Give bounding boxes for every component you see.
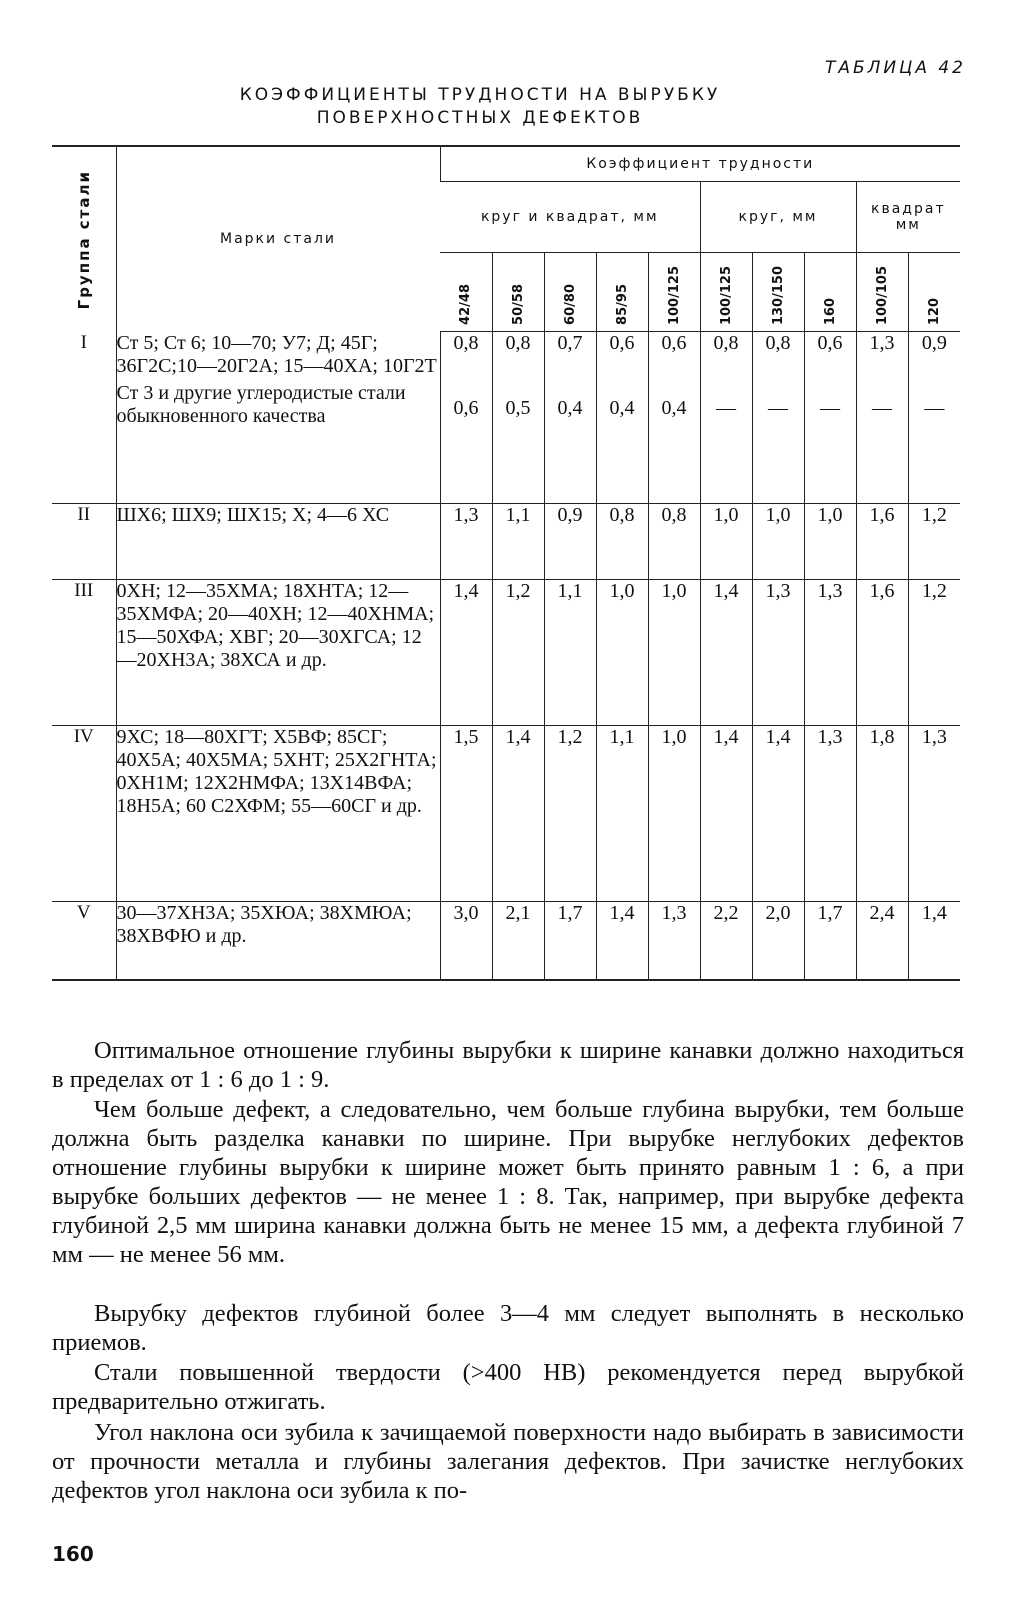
table-title-line-2: ПОВЕРХНОСТНЫХ ДЕФЕКТОВ — [316, 108, 644, 128]
value: 0,4 — [609, 397, 635, 419]
value: 0,6 — [453, 397, 479, 419]
value-cell: 1,4 — [440, 580, 492, 726]
group-cell: V — [52, 902, 116, 980]
value-cell — [596, 332, 648, 504]
size-label: 100/105 — [874, 265, 890, 325]
header-steel-group-label: Группа стали — [74, 169, 93, 309]
header-round: круг, мм — [700, 182, 856, 253]
value-cell — [492, 332, 544, 504]
value: — — [924, 397, 945, 419]
value-cell: 2,2 — [700, 902, 752, 980]
value-cell: 1,4 — [492, 726, 544, 902]
marks-text: Ст 5; Ст 6; 10—70; У7; Д; 45Г; 36Г2С;10—20Г2А; 15—40ХА; 10Г2Т — [116, 331, 437, 377]
value-cell: 1,2 — [492, 580, 544, 726]
value-cell: 1,4 — [752, 726, 804, 902]
size-label: 42/48 — [458, 284, 474, 325]
value: 0,6 — [817, 332, 843, 354]
coefficient-table — [52, 145, 960, 981]
table-row — [52, 726, 960, 902]
body-paragraph: Вырубку дефектов глубиной более 3—4 мм следует выполнять в несколько приемов. — [52, 1300, 964, 1356]
value-cell: 1,0 — [700, 504, 752, 580]
value-cell: 1,3 — [752, 580, 804, 726]
body-paragraph: Стали повышенной твердости (>400 HB) рекомендуется перед вырубкой предварительно отжигать. — [52, 1359, 964, 1415]
header-size — [544, 253, 596, 332]
value-cell: 0,8 — [596, 504, 648, 580]
value: — — [872, 397, 892, 419]
size-label: 120 — [926, 297, 942, 325]
size-label: 100/125 — [666, 265, 682, 325]
value-cell: 1,5 — [440, 726, 492, 902]
table-title-line-1: КОЭФФИЦИЕНТЫ ТРУДНОСТИ НА ВЫРУБКУ — [239, 85, 721, 105]
page-number: 160 — [52, 1542, 94, 1566]
header-size — [648, 253, 700, 332]
table-row — [52, 580, 960, 726]
value-cell: 1,4 — [596, 902, 648, 980]
table-row — [52, 332, 960, 504]
value-cell — [544, 332, 596, 504]
size-label: 130/150 — [770, 265, 786, 325]
header-size — [752, 253, 804, 332]
header-size — [596, 253, 648, 332]
value-cell: 1,3 — [440, 504, 492, 580]
marks-cell: 9ХС; 18—80ХГТ; Х5ВФ; 85СГ; 40Х5А; 40Х5МА; 5ХНТ; 25Х2ГНТА; 0ХН1М; 12Х2НМФА; 13Х14ВФА; 18Н5А; 60 С2ХФМ; 55—60СГ и др. — [116, 726, 440, 902]
size-label: 50/58 — [510, 284, 526, 325]
value: 0,6 — [609, 332, 635, 354]
value-cell: 1,0 — [752, 504, 804, 580]
value: — — [768, 397, 788, 419]
value-cell: 1,0 — [596, 580, 648, 726]
header-size — [492, 253, 544, 332]
value-cell: 1,4 — [908, 902, 960, 980]
value-cell: 0,8 — [648, 504, 700, 580]
value-cell: 1,1 — [492, 504, 544, 580]
group-cell: I — [52, 332, 116, 504]
value: — — [820, 397, 840, 419]
body-paragraph: Угол наклона оси зубила к зачищаемой поверхности надо выбирать в зависимости от прочности металла и глубины залегания дефектов. При зачистке неглубоких дефектов угол наклона оси зубила к по- — [52, 1419, 964, 1504]
value: 0,7 — [557, 332, 583, 354]
table-number-label: ТАБЛИЦА 42 — [824, 58, 966, 78]
header-size — [856, 253, 908, 332]
marks-cell: ШХ6; ШХ9; ШХ15; Х; 4—6 ХС — [116, 504, 440, 580]
size-label: 60/80 — [562, 284, 578, 325]
value: 0,8 — [765, 332, 791, 354]
value-cell — [752, 332, 804, 504]
value-cell: 1,6 — [856, 580, 908, 726]
value: 0,6 — [661, 332, 687, 354]
size-label: 100/125 — [718, 265, 734, 325]
header-size — [440, 253, 492, 332]
value-cell: 3,0 — [440, 902, 492, 980]
value-cell: 1,6 — [856, 504, 908, 580]
value-cell: 1,3 — [908, 726, 960, 902]
marks-text: Ст 3 и другие углеродистые стали обыкновенного качества — [116, 381, 406, 427]
value: 0,8 — [713, 332, 739, 354]
value-cell — [648, 332, 700, 504]
value-cell: 2,0 — [752, 902, 804, 980]
value-cell — [908, 332, 960, 504]
value: — — [716, 397, 736, 419]
marks-cell: 30—37ХН3А; 35ХЮА; 38ХМЮА; 38ХВФЮ и др. — [116, 902, 440, 980]
value: 0,8 — [453, 332, 479, 354]
value-cell — [440, 332, 492, 504]
value-cell: 1,0 — [648, 580, 700, 726]
table-row — [52, 504, 960, 580]
marks-cell — [116, 332, 440, 504]
value-cell: 1,8 — [856, 726, 908, 902]
value-cell: 1,7 — [804, 902, 856, 980]
value-cell: 1,4 — [700, 580, 752, 726]
group-cell: II — [52, 504, 116, 580]
value-cell — [804, 332, 856, 504]
header-size — [908, 253, 960, 332]
value-cell: 1,4 — [700, 726, 752, 902]
value-cell: 1,2 — [544, 726, 596, 902]
value: 0,4 — [557, 397, 583, 419]
marks-cell: 0ХН; 12—35ХМА; 18ХНТА; 12—35ХМФА; 20—40ХН; 12—40ХНМА; 15—50ХФА; ХВГ; 20—30ХГСА; 12—20ХН3А; 38ХСА и др. — [116, 580, 440, 726]
body-paragraph: Чем больше дефект, а следовательно, чем больше глубина вырубки, тем больше должна быть разделка канавки по ширине. При вырубке неглубоких дефектов отношение глубины вырубки к ширине может быть принято равным 1 : 6, а при вырубке больших дефектов — не менее 1 : 8. Так, например, при вырубке дефекта глубиной 2,5 мм ширина канавки должна быть не менее 15 мм, а дефекта глубиной 7 мм — не менее 56 мм. — [52, 1096, 964, 1268]
value-cell: 1,3 — [804, 580, 856, 726]
value-cell: 1,0 — [648, 726, 700, 902]
group-cell: III — [52, 580, 116, 726]
value-cell: 1,3 — [648, 902, 700, 980]
header-steel-group — [52, 146, 116, 332]
value-cell — [856, 332, 908, 504]
group-cell: IV — [52, 726, 116, 902]
header-round-and-square: круг и квадрат, мм — [440, 182, 700, 253]
header-square — [856, 182, 960, 253]
value-cell: 1,2 — [908, 580, 960, 726]
value-cell: 1,3 — [804, 726, 856, 902]
value: 0,5 — [505, 397, 531, 419]
size-label: 85/95 — [614, 284, 630, 325]
header-square-unit: мм — [895, 217, 921, 233]
value-cell: 1,1 — [544, 580, 596, 726]
value-cell — [700, 332, 752, 504]
value: 0,4 — [661, 397, 687, 419]
size-label: 160 — [822, 297, 838, 325]
header-coefficient: Коэффициент трудности — [440, 146, 960, 182]
header-square-label: квадрат — [871, 201, 946, 217]
value: 0,8 — [505, 332, 531, 354]
value-cell: 2,4 — [856, 902, 908, 980]
value: 1,3 — [869, 332, 895, 354]
value: 0,9 — [921, 332, 947, 354]
value-cell: 1,7 — [544, 902, 596, 980]
header-size — [804, 253, 856, 332]
value-cell: 2,1 — [492, 902, 544, 980]
table-row — [52, 902, 960, 980]
header-size — [700, 253, 752, 332]
body-paragraph: Оптимальное отношение глубины вырубки к ширине канавки должно находиться в пределах от 1 : 6 до 1 : 9. — [52, 1037, 964, 1093]
header-steel-marks: Марки стали — [116, 146, 440, 332]
value-cell: 1,0 — [804, 504, 856, 580]
value-cell: 1,1 — [596, 726, 648, 902]
value-cell: 0,9 — [544, 504, 596, 580]
value-cell: 1,2 — [908, 504, 960, 580]
